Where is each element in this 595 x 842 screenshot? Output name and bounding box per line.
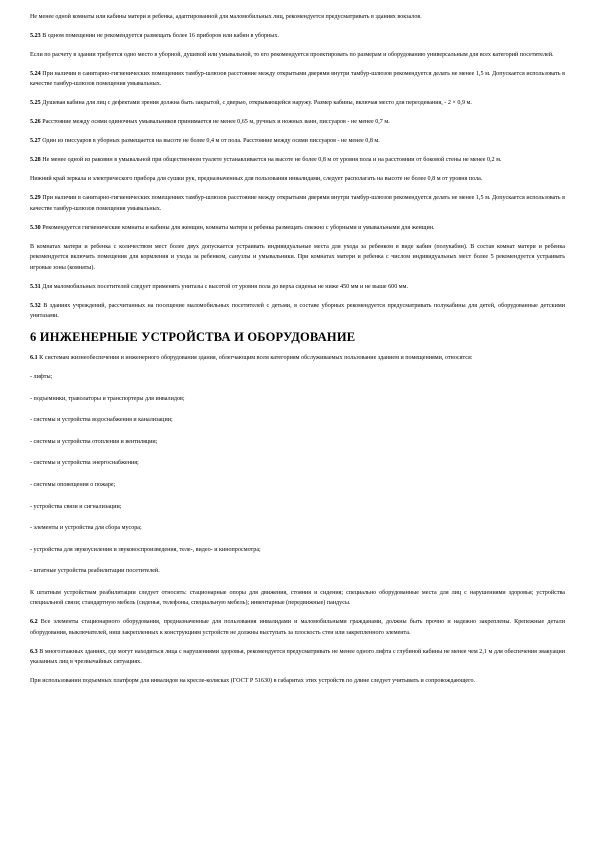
paragraph bbox=[30, 136, 565, 146]
clause-number: 5.25 bbox=[30, 100, 41, 107]
list-item: - элементы и устройства для сбора мусора; bbox=[30, 525, 142, 532]
bottom-paragraphs bbox=[30, 588, 565, 687]
paragraph bbox=[30, 617, 565, 638]
list-item: - системы и устройства водоснабжения и канализации; bbox=[30, 417, 173, 424]
paragraph bbox=[30, 242, 565, 273]
clause-number: 5.26 bbox=[30, 119, 41, 126]
paragraph-text: Один из писсуаров в уборных размещается на высоте не более 0,4 м от пола. Расстояние между осями писсуаров - не менее 0,8 м. bbox=[40, 138, 380, 145]
clause-number: 5.24 bbox=[30, 71, 41, 77]
list-item: - устройства связи и сигнализации; bbox=[30, 503, 122, 510]
paragraph bbox=[30, 31, 565, 41]
paragraph bbox=[30, 98, 565, 108]
paragraph-text: В многоэтажных зданиях, где могут находиться лица с нарушениями здоровья, рекомендуется предусматривать не менее одного лифта с глубиной кабины не менее чем 2,1 м для обеспечения эвакуации указанных лиц в чрезвычайных ситуациях. bbox=[30, 648, 565, 666]
clause-number: 5.23 bbox=[30, 33, 41, 39]
paragraph bbox=[30, 50, 565, 60]
paragraph bbox=[30, 588, 565, 609]
paragraph-text: Не менее одной из раковин в умывальной при общественном туалете устанавливается на высоте не более 0,8 м от уровня пола и на расстоянии от боковой стены не менее 0,2 м. bbox=[40, 157, 502, 164]
paragraph bbox=[30, 69, 565, 90]
paragraph-text: К штатным устройствам реабилитации следует относить: стационарные опоры для движения, стояния и сидения; специально оборудованные места для лиц с нарушениями здоровья; устройства специальной связи; стандартную мебель (сиденья, телефоны, специальную мебель); инвентарные (передвижные) пандусы. bbox=[30, 589, 565, 607]
paragraph bbox=[30, 193, 565, 214]
list-item: - устройства для звукоусиления и звуковоспроизведения, теле-, видео- и кинопросмотра; bbox=[30, 546, 261, 553]
paragraph bbox=[30, 676, 565, 686]
clause-number: 6.3 bbox=[30, 648, 38, 655]
paragraph-text: В комнатах матери и ребенка с количеством мест более двух допускается устраивать индивидуальные места для ухода за ребенком в виде кабин (полукабин). В состав комнат матери и ребенка рекомендуется включать помещения для кормления и ухода за ребенком, санузлы и умывальники. При комнатах матери и ребенка с числом индивидуальных мест более 5 рекомендуется устраивать игровые зоны (комнаты). bbox=[30, 243, 565, 271]
paragraph bbox=[30, 12, 565, 22]
top-paragraphs bbox=[30, 12, 565, 321]
paragraph-text: Если по расчету в здании требуется одно место в уборной, душевой или умывальной, то его рекомендуется проектировать по размерам и оборудованию универсальным для всех категорий посетителей. bbox=[30, 52, 554, 58]
clause-number: 5.29 bbox=[30, 195, 41, 202]
clause-number: 6.2 bbox=[30, 619, 38, 626]
clause-number: 5.32 bbox=[30, 302, 41, 309]
paragraph-text: Не менее одной комнаты или кабины матери и ребенка, адаптированной для маломобильных лиц, рекомендуется предусматривать в зданиях вокзалов. bbox=[30, 14, 422, 20]
paragraph-text: При наличии в санитарно-гигиенических помещениях тамбур-шлюзов расстояние между открытыми дверями внутри тамбур-шлюзов рекомендуется делать не менее 1,5 м. Допускается использовать в качестве тамбур-шлюзов помещения умывальных. bbox=[30, 195, 565, 212]
clause-number: 6.1 bbox=[30, 355, 38, 362]
paragraph-text: В одном помещении не рекомендуется размещать более 16 приборов или кабин в уборных. bbox=[40, 33, 279, 39]
paragraph-text: Душевая кабина для лиц с дефектами зрения должна быть закрытой, с дверью, открывающейся наружу. Размер кабины, включая место для переодевания, - 2 × 0,9 м. bbox=[40, 100, 472, 107]
document-page bbox=[30, 12, 565, 695]
list-item: - системы и устройства отопления и вентиляции; bbox=[30, 438, 158, 445]
paragraph-text: Все элементы стационарного оборудования, предназначенные для пользования инвалидами и маломобильными гражданами, должны быть прочно и надежно закреплены. Крепежные детали оборудования, выключателей, ниш закрепленных к конструкциям устройств не должны выступать за плоскость стен или закрепленного элемента. bbox=[30, 619, 565, 636]
list-item: - лифты; bbox=[30, 374, 53, 381]
paragraph-text: Расстояние между осями одиночных умывальников принимается не менее 0,65 м, ручных и ножных ванн, писсуаров - не менее 0,7 м. bbox=[40, 119, 390, 126]
systems-list bbox=[30, 372, 565, 577]
list-item: - системы оповещения о пожаре; bbox=[30, 482, 116, 488]
clause-number: 5.27 bbox=[30, 138, 41, 145]
paragraph-text: Рекомендуется гигиенические комнаты и кабины для женщин, комнаты матери и ребенка размещать смежно с уборными и умывальными для женщин. bbox=[40, 224, 435, 231]
list-item: - системы и устройства энергоснабжения; bbox=[30, 460, 139, 467]
paragraph bbox=[30, 117, 565, 127]
section-intro-paragraph bbox=[30, 353, 565, 363]
paragraph-text: Нижний край зеркала и электрического прибора для сушки рук, предназначенных для пользования инвалидами, следует располагать на высоте не более 0,8 м от уровня пола. bbox=[30, 176, 483, 183]
clause-number: 5.28 bbox=[30, 157, 41, 164]
paragraph-text: При использовании подъемных платформ для инвалидов на кресле-колясках (ГОСТ Р 51630) в габаритах этих устройств по длине следует учитывать и сопровождающего. bbox=[30, 678, 476, 685]
paragraph bbox=[30, 174, 565, 184]
clause-number: 5.31 bbox=[30, 283, 41, 290]
list-item: - подъемники, траволаторы и транспортеры для инвалидов; bbox=[30, 395, 185, 402]
paragraph bbox=[30, 301, 565, 322]
clause-text: К системам жизнеобеспечения и инженерного оборудования здания, облегчающим всем категориям обслуживаемых пользование зданием и помещениями, относятся: bbox=[37, 355, 473, 362]
paragraph-text: При наличии в санитарно-гигиенических помещениях тамбур-шлюзов расстояние между открытыми дверями внутри тамбур-шлюзов рекомендуется делать не менее 1,5 м. Допускается использовать в качестве тамбур-шлюзов помещения умывальных. bbox=[30, 71, 565, 88]
paragraph bbox=[30, 155, 565, 165]
clause-number: 5.30 bbox=[30, 224, 41, 231]
paragraph-text: Для маломобильных посетителей следует применять унитазы с высотой от уровня пола до верха сиденья не ниже 450 мм и не выше 600 мм. bbox=[40, 283, 409, 290]
paragraph bbox=[30, 223, 565, 233]
paragraph-text: В зданиях учреждений, рассчитанных на посещение маломобильных посетителей с детьми, в составе уборных рекомендуется предусматривать полукабины для детей, оборудованные детскими унитазами. bbox=[30, 302, 565, 320]
section-heading: 6 ИНЖЕНЕРНЫЕ УСТРОЙСТВА И ОБОРУДОВАНИЕ bbox=[30, 330, 356, 345]
list-item: - штатные устройства реабилитации посетителей. bbox=[30, 568, 160, 575]
paragraph bbox=[30, 282, 565, 292]
paragraph bbox=[30, 647, 565, 668]
